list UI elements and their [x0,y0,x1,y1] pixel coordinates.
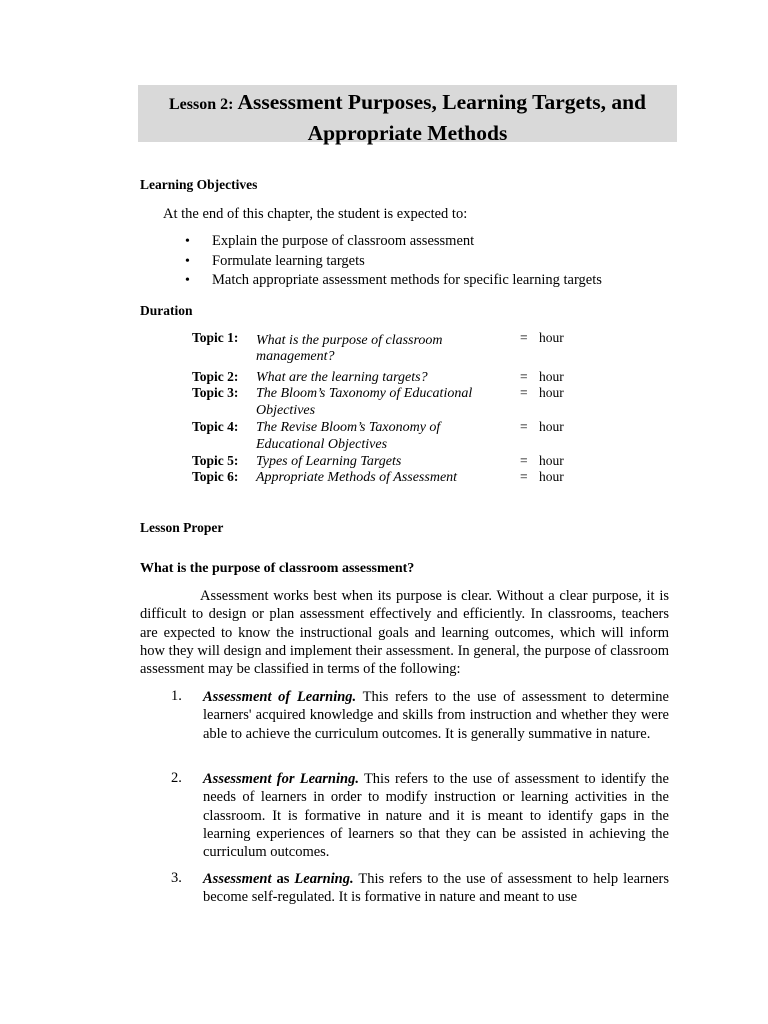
objectives-intro: At the end of this chapter, the student is expected to: [163,206,468,222]
lesson-proper-heading: Lesson Proper [140,520,224,535]
topic-equals: = [520,419,528,434]
item-term-word-2: as [276,871,290,887]
topic-label: Topic 6: [192,469,239,484]
topic-duration-unit: hour [539,419,564,434]
topic-title-line-2: management? [256,349,335,364]
objectives-list [185,232,602,291]
topic-duration-unit: hour [539,330,564,345]
title-line-1 [138,88,677,119]
item-term-word-1: Assessment [203,871,272,887]
item-text: This refers to the use of assessment to determine learners' acquired knowledge and skills from instruction and whether they were able to achieve the curriculum outcomes. It is generally summative in nature. [203,689,669,742]
topic-title-line-1: Appropriate Methods of Assessment [256,470,458,485]
item-number: 1. [171,688,182,704]
item-term: Assessment for Learning. [203,771,359,787]
lesson-title-part-1: Assessment Purposes, Learning Targets, and [237,90,646,114]
topic-title-line-1: What are the learning targets? [256,370,428,385]
topic-title-line-1: The Bloom’s Taxonomy of Educational [256,386,473,401]
learning-objectives-heading: Learning Objectives [140,177,258,192]
topic-title-line-2: Educational Objectives [256,437,388,452]
topic-title-line-1: The Revise Bloom’s Taxonomy of [256,420,441,435]
topic-equals: = [520,469,528,484]
item-text: This refers to the use of assessment to identify the needs of learners in order to modify instruction or learning activities in the classroom. It is formative in nature and it is meant to identify gaps in the learning experiences of learners so that they can be assisted in achieving the curriculum outcomes. [203,771,669,861]
topic-equals: = [520,453,528,468]
objective-item: • Match appropriate assessment methods for specific learning targets [185,271,602,291]
item-body [203,770,669,861]
item-term [203,871,354,887]
topic-title-line-2: Objectives [256,403,316,418]
objective-item: • Explain the purpose of classroom assessment [185,232,602,252]
duration-heading: Duration [140,303,193,318]
topic-duration-unit: hour [539,453,564,468]
item-term-word-3: Learning. [294,871,354,887]
topic-equals: = [520,369,528,384]
purpose-paragraph-text: Assessment works best when its purpose is clear. Without a clear purpose, it is difficult to design or plan assessment effectively and efficiently. In classrooms, teachers are expected to know the instructional goals and learning outcomes, which will inform how they will design and implement their assessment. In general, the purpose of classroom assessment may be classified in terms of the following: [140,588,669,678]
lesson-title-part-2: Appropriate Methods [307,121,508,145]
topic-duration-unit: hour [539,385,564,400]
topic-title-line-1: Types of Learning Targets [256,454,402,469]
topic-duration-unit: hour [539,369,564,384]
purpose-paragraph [140,587,669,678]
topic-label: Topic 2: [192,369,239,384]
item-body [203,688,669,743]
topic-title-line-1: What is the purpose of classroom [256,333,443,348]
topic-label: Topic 3: [192,385,239,400]
item-number: 3. [171,870,182,886]
purpose-subheading: What is the purpose of classroom assessment? [140,561,415,576]
topic-label: Topic 5: [192,453,239,468]
objective-item: • Formulate learning targets [185,252,602,272]
item-term: Assessment of Learning. [203,689,357,705]
lesson-title-banner [138,85,677,145]
lesson-number-label: Lesson 2: [169,96,234,113]
topic-label: Topic 4: [192,419,239,434]
topic-equals: = [520,385,528,400]
topic-label: Topic 1: [192,330,239,345]
item-text: This refers to the use of assessment to help learners become self-regulated. It is formative in nature and meant to use [203,871,670,906]
topic-duration-unit: hour [539,469,564,484]
item-body [203,870,669,907]
topic-equals: = [520,330,528,345]
item-number: 2. [171,770,182,786]
